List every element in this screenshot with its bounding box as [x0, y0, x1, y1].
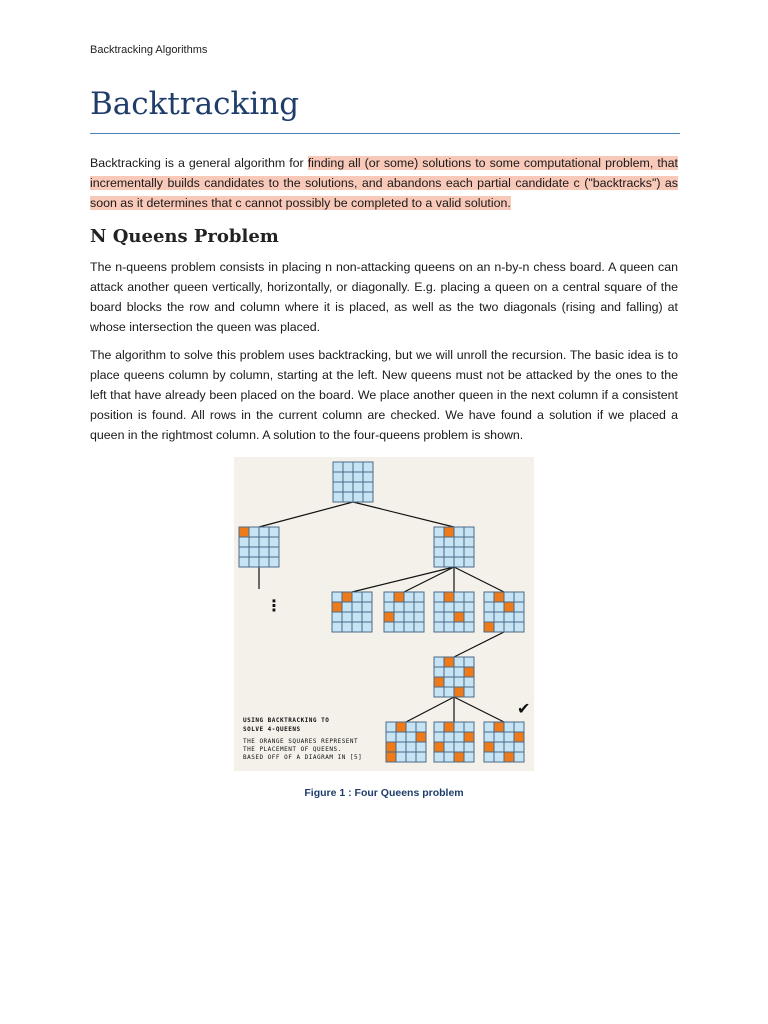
- board-square: [464, 527, 474, 537]
- board-square: [514, 592, 524, 602]
- queen-square: [434, 742, 444, 752]
- board-square: [384, 592, 394, 602]
- board-square: [514, 752, 524, 762]
- board-square: [454, 657, 464, 667]
- board-square: [434, 687, 444, 697]
- board-square: [454, 677, 464, 687]
- board-square: [396, 752, 406, 762]
- board-square: [414, 622, 424, 632]
- paragraph-2: The algorithm to solve this problem uses backtracking, but we will unroll the recursion. The basic idea is to place queens column by column, starting at the left. New queens must not be attacked by the ones to the left that have already been placed on the board. We place another queen in the next column if a consistent position is found. All rows in the current column are checked. We have found a solution if we placed a queen in the rightmost column. A solution to the four-queens problem is shown.: [90, 348, 678, 442]
- board-square: [352, 592, 362, 602]
- board-square: [494, 622, 504, 632]
- tree-edge: [406, 697, 454, 722]
- board-square: [464, 687, 474, 697]
- chess-board: [484, 592, 524, 632]
- board-square: [342, 622, 352, 632]
- board-square: [352, 602, 362, 612]
- queen-square: [444, 527, 454, 537]
- board-square: [444, 547, 454, 557]
- queen-square: [394, 592, 404, 602]
- tree-edge: [454, 697, 504, 722]
- board-square: [239, 557, 249, 567]
- board-square: [454, 742, 464, 752]
- board-square: [259, 527, 269, 537]
- board-square: [249, 557, 259, 567]
- board-square: [404, 612, 414, 622]
- board-square: [504, 732, 514, 742]
- queen-square: [396, 722, 406, 732]
- board-square: [514, 742, 524, 752]
- board-square: [434, 752, 444, 762]
- board-square: [434, 622, 444, 632]
- board-square: [332, 612, 342, 622]
- queen-square: [484, 742, 494, 752]
- board-square: [406, 722, 416, 732]
- board-square: [353, 462, 363, 472]
- board-square: [434, 732, 444, 742]
- board-square: [353, 482, 363, 492]
- legend-line-3: BASED OFF OF A DIAGRAM IN [5]: [243, 754, 363, 761]
- board-square: [464, 592, 474, 602]
- board-square: [444, 557, 454, 567]
- board-square: [333, 482, 343, 492]
- board-square: [484, 602, 494, 612]
- board-square: [249, 547, 259, 557]
- board-square: [362, 622, 372, 632]
- board-square: [416, 742, 426, 752]
- board-square: [394, 612, 404, 622]
- board-square: [464, 752, 474, 762]
- board-square: [464, 722, 474, 732]
- board-square: [494, 612, 504, 622]
- board-square: [464, 612, 474, 622]
- board-square: [406, 742, 416, 752]
- board-square: [504, 622, 514, 632]
- queen-square: [484, 622, 494, 632]
- board-square: [434, 602, 444, 612]
- board-square: [494, 752, 504, 762]
- board-square: [464, 742, 474, 752]
- board-square: [444, 602, 454, 612]
- queen-square: [384, 612, 394, 622]
- board-square: [444, 752, 454, 762]
- board-square: [434, 592, 444, 602]
- ellipsis-icon: ⋮: [266, 598, 282, 615]
- board-square: [494, 732, 504, 742]
- board-square: [444, 667, 454, 677]
- board-square: [484, 592, 494, 602]
- board-square: [504, 722, 514, 732]
- board-square: [394, 622, 404, 632]
- board-square: [362, 592, 372, 602]
- board-square: [239, 547, 249, 557]
- chess-board: [434, 657, 474, 697]
- board-square: [464, 622, 474, 632]
- board-square: [434, 557, 444, 567]
- board-square: [464, 677, 474, 687]
- board-square: [434, 527, 444, 537]
- board-square: [464, 557, 474, 567]
- board-square: [414, 612, 424, 622]
- board-square: [352, 622, 362, 632]
- board-square: [406, 752, 416, 762]
- board-square: [434, 667, 444, 677]
- chess-board: [386, 722, 426, 762]
- board-square: [343, 472, 353, 482]
- tree-edge: [454, 567, 504, 592]
- board-square: [259, 537, 269, 547]
- board-square: [353, 492, 363, 502]
- board-square: [514, 622, 524, 632]
- board-square: [249, 527, 259, 537]
- board-square: [454, 537, 464, 547]
- board-square: [414, 592, 424, 602]
- board-square: [363, 462, 373, 472]
- tree-edge: [259, 502, 353, 527]
- board-square: [454, 732, 464, 742]
- board-square: [333, 462, 343, 472]
- board-square: [406, 732, 416, 742]
- board-square: [394, 602, 404, 612]
- board-square: [434, 537, 444, 547]
- board-square: [386, 732, 396, 742]
- board-square: [249, 537, 259, 547]
- board-square: [494, 742, 504, 752]
- legend-line-1: THE ORANGE SQUARES REPRESENT: [243, 738, 359, 745]
- title-underline: [90, 133, 680, 134]
- chess-board: [384, 592, 424, 632]
- board-square: [444, 537, 454, 547]
- queen-square: [504, 752, 514, 762]
- legend-line-2: THE PLACEMENT OF QUEENS.: [243, 746, 342, 753]
- queen-square: [454, 687, 464, 697]
- board-square: [494, 602, 504, 612]
- board-square: [363, 492, 373, 502]
- board-square: [464, 602, 474, 612]
- board-square: [464, 657, 474, 667]
- chess-board: [484, 722, 524, 762]
- board-square: [396, 732, 406, 742]
- board-square: [484, 722, 494, 732]
- board-square: [343, 492, 353, 502]
- board-square: [484, 612, 494, 622]
- chess-board: [434, 527, 474, 567]
- board-square: [342, 612, 352, 622]
- board-square: [444, 622, 454, 632]
- board-square: [386, 722, 396, 732]
- queen-square: [464, 732, 474, 742]
- board-square: [259, 547, 269, 557]
- queen-square: [444, 592, 454, 602]
- chess-board: [333, 462, 373, 502]
- board-square: [484, 752, 494, 762]
- queen-square: [454, 612, 464, 622]
- board-square: [333, 472, 343, 482]
- legend-title-2: SOLVE 4-QUEENS: [243, 726, 301, 733]
- queen-square: [454, 752, 464, 762]
- chess-board: [332, 592, 372, 632]
- board-square: [269, 557, 279, 567]
- board-square: [504, 612, 514, 622]
- board-square: [464, 547, 474, 557]
- tree-edge: [404, 567, 454, 592]
- board-square: [444, 732, 454, 742]
- tree-edge: [353, 502, 454, 527]
- board-square: [269, 547, 279, 557]
- board-square: [434, 612, 444, 622]
- board-square: [484, 732, 494, 742]
- queen-square: [464, 667, 474, 677]
- board-square: [464, 537, 474, 547]
- board-square: [384, 602, 394, 612]
- board-square: [333, 492, 343, 502]
- backtracking-tree-diagram: [234, 457, 534, 771]
- board-square: [416, 752, 426, 762]
- board-square: [454, 592, 464, 602]
- board-square: [504, 592, 514, 602]
- queen-square: [416, 732, 426, 742]
- queen-square: [386, 742, 396, 752]
- queen-square: [494, 722, 504, 732]
- board-square: [454, 667, 464, 677]
- board-square: [362, 612, 372, 622]
- queen-square: [504, 602, 514, 612]
- queen-square: [444, 722, 454, 732]
- board-square: [404, 592, 414, 602]
- queen-square: [514, 732, 524, 742]
- queen-square: [332, 602, 342, 612]
- board-square: [454, 527, 464, 537]
- board-square: [269, 537, 279, 547]
- board-square: [342, 602, 352, 612]
- board-square: [269, 527, 279, 537]
- board-square: [332, 592, 342, 602]
- queen-square: [444, 657, 454, 667]
- board-square: [353, 472, 363, 482]
- legend-title-1: USING BACKTRACKING TO: [243, 717, 330, 724]
- board-square: [434, 722, 444, 732]
- board-square: [454, 602, 464, 612]
- board-square: [514, 612, 524, 622]
- figure-caption: Figure 1 : Four Queens problem: [304, 787, 464, 799]
- figure-image: [234, 457, 534, 771]
- queen-square: [434, 677, 444, 687]
- board-square: [332, 622, 342, 632]
- running-header: Backtracking Algorithms: [90, 44, 208, 56]
- board-square: [444, 687, 454, 697]
- page-title: Backtracking: [90, 86, 300, 122]
- board-square: [444, 612, 454, 622]
- board-square: [239, 537, 249, 547]
- board-square: [414, 602, 424, 612]
- checkmark-icon: ✔: [517, 701, 531, 718]
- board-square: [259, 557, 269, 567]
- board-square: [454, 557, 464, 567]
- queen-square: [342, 592, 352, 602]
- section-heading: N Queens Problem: [90, 226, 279, 247]
- board-square: [404, 622, 414, 632]
- board-square: [343, 462, 353, 472]
- board-square: [434, 547, 444, 557]
- board-square: [362, 602, 372, 612]
- board-square: [504, 742, 514, 752]
- queen-square: [494, 592, 504, 602]
- board-square: [363, 482, 373, 492]
- board-square: [514, 602, 524, 612]
- board-square: [454, 622, 464, 632]
- board-square: [384, 622, 394, 632]
- tree-edge: [454, 632, 504, 657]
- queen-square: [239, 527, 249, 537]
- board-square: [434, 657, 444, 667]
- intro-paragraph: [90, 153, 678, 213]
- chess-board: [434, 722, 474, 762]
- board-square: [416, 722, 426, 732]
- chess-board: [434, 592, 474, 632]
- board-square: [404, 602, 414, 612]
- board-square: [454, 547, 464, 557]
- chess-board: [239, 527, 279, 567]
- tree-edge: [352, 567, 454, 592]
- board-square: [363, 472, 373, 482]
- queen-square: [386, 752, 396, 762]
- intro-text: Backtracking is a general algorithm for: [90, 156, 308, 170]
- board-square: [444, 742, 454, 752]
- board-square: [514, 722, 524, 732]
- board-square: [343, 482, 353, 492]
- board-square: [454, 722, 464, 732]
- paragraph-1: The n-queens problem consists in placing n non-attacking queens on an n-by-n chess board. A queen can attack another queen vertically, horizontally, or diagonally. E.g. placing a queen on a central square of the board blocks the row and column where it is placed, as well as the two diagonals (rising and falling) at whose intersection the queen was placed.: [90, 260, 678, 334]
- board-square: [444, 677, 454, 687]
- board-square: [396, 742, 406, 752]
- board-square: [352, 612, 362, 622]
- intro-highlight: finding all (or some) solutions to some computational problem, that incrementally builds candidates to the solutions, and abandons each partial candidate c ("backtracks") as soon as it determines that c cannot possibly be completed to a valid solution.: [90, 156, 678, 210]
